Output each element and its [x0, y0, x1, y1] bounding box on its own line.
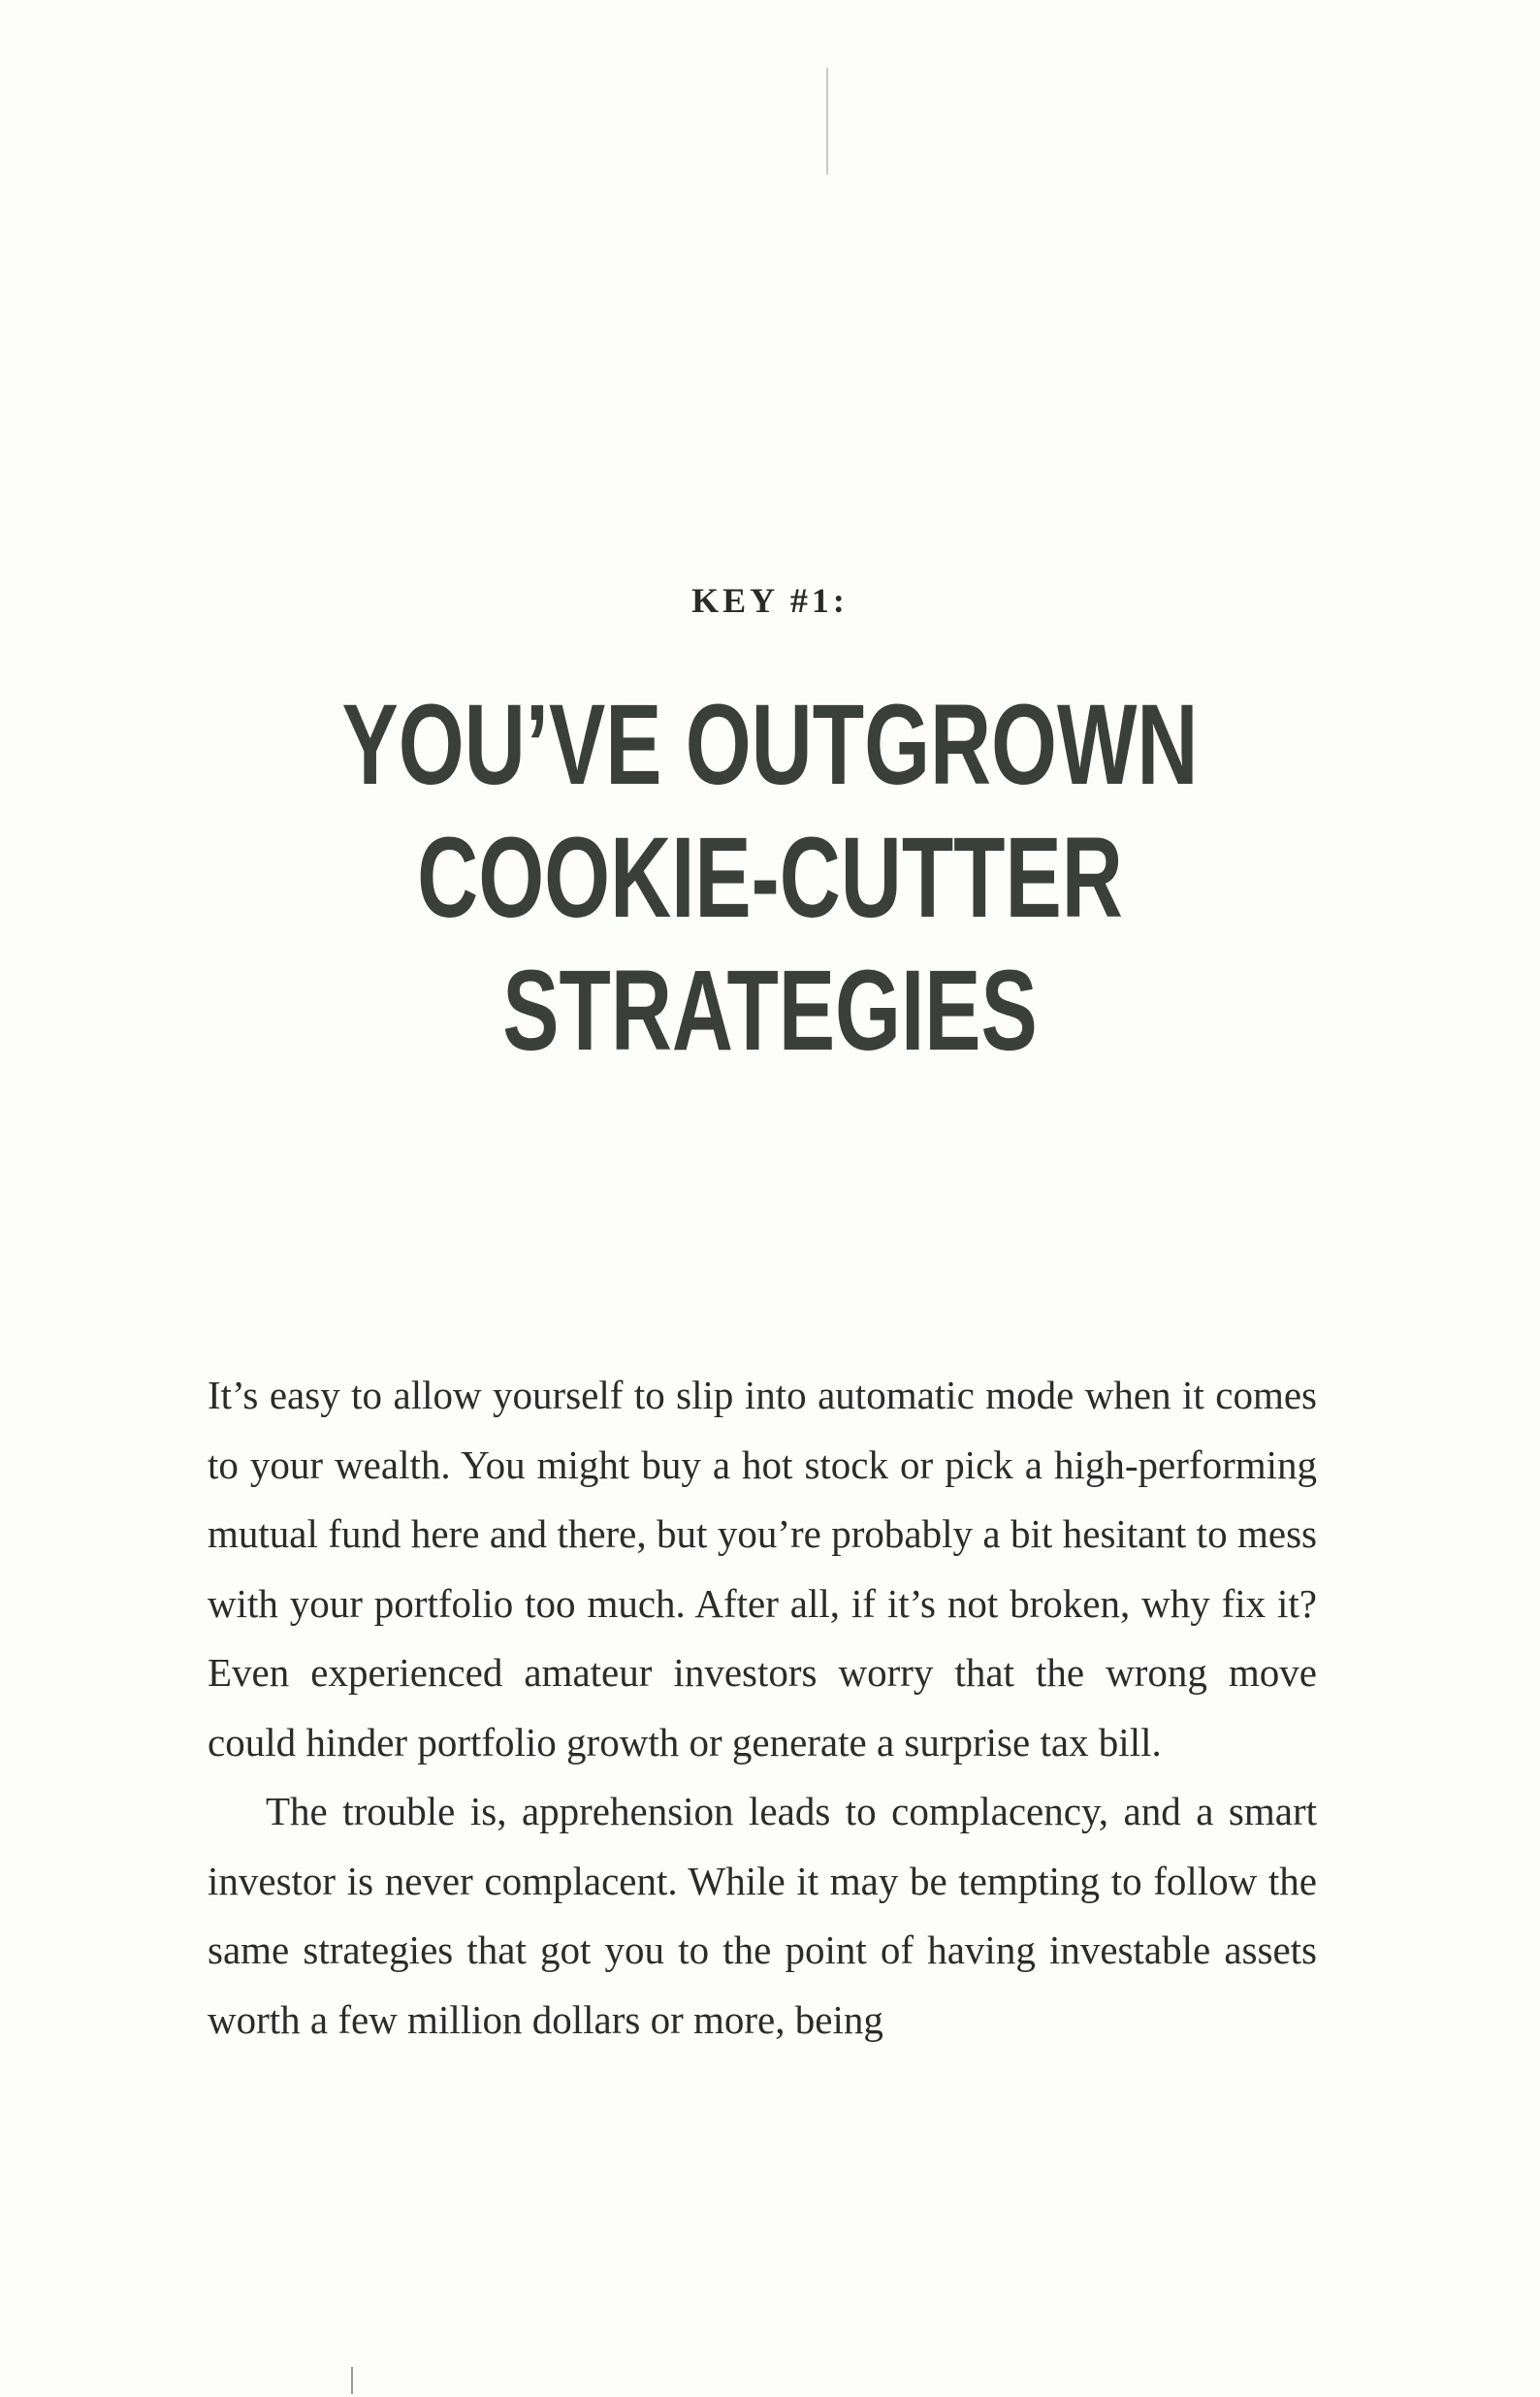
paragraph: It’s easy to allow yourself to slip into automatic mode when it comes to your wealth. You might buy a hot stock or pick a high-performing mutual fund here and there, but you’re probably a bit hesitant to mess with your portfolio too much. After all, if it’s not broken, why fix it? Even experienced amateur investors worry that the wrong move could hinder portfolio growth or generate a surprise tax bill. — [208, 1373, 1317, 1765]
body-text — [208, 1361, 1317, 2055]
chapter-title-line: COOKIE-CUTTER — [417, 814, 1123, 942]
chapter-kicker: KEY #1: — [691, 581, 849, 620]
chapter-title-line: STRATEGIES — [502, 947, 1038, 1075]
scan-mark — [826, 68, 828, 175]
chapter-title-line: YOU’VE OUTGROWN — [341, 681, 1199, 809]
chapter-title — [200, 679, 1339, 1078]
paragraph: The trouble is, apprehension leads to complacency, and a smart investor is never complacent. While it may be tempting to follow the same strategies that got you to the point of having investable assets worth a few million dollars or more, being — [208, 1789, 1317, 2042]
scan-mark — [351, 2367, 353, 2394]
